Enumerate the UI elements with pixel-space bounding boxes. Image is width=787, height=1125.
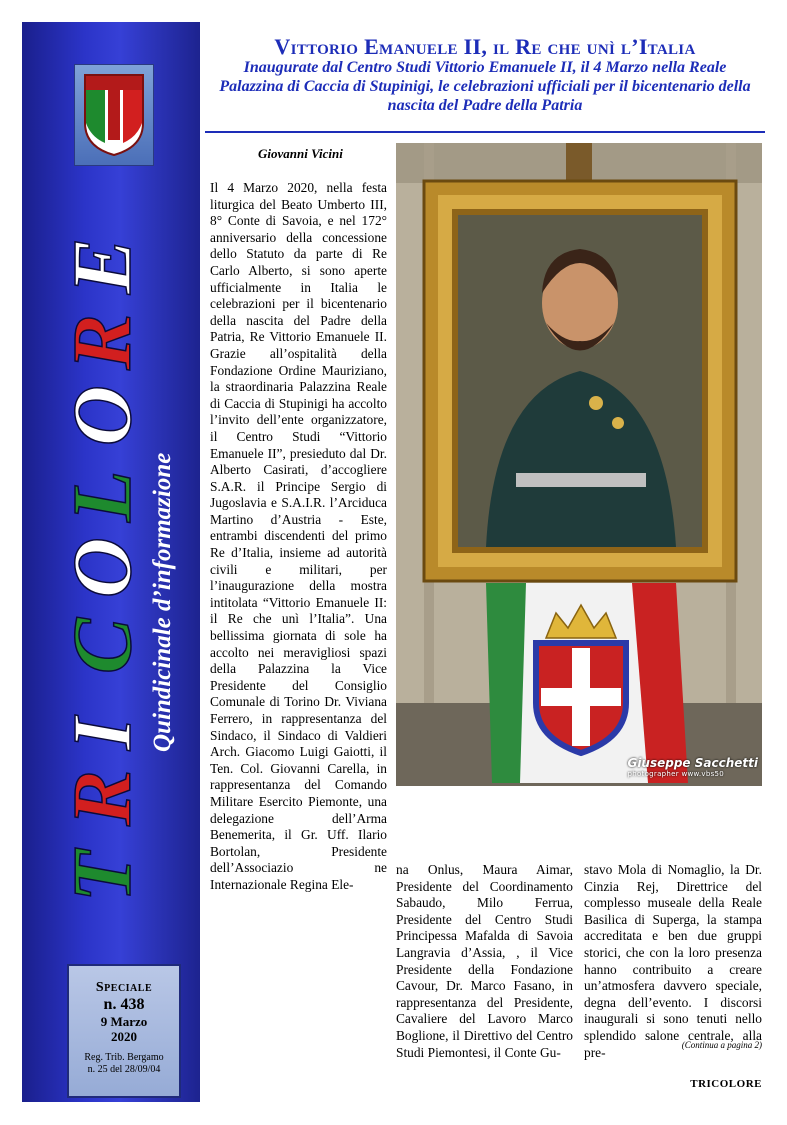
article-column-1: Il 4 Marzo 2020, nella festa liturgica del Beato Umberto III, 8° Conte di Savoia, e nel 172° anniversario della concessione dello Statuto da parte di Re Carlo Alberto, si sono aperte ufficialmente in Italia le celebrazioni per il bicentenario della nascita del Padre della Patria, Re Vittorio Emanuele II. Grazie all’ospitalità della Fondazione Ordine Mauriziano, la straordinaria Palazzina Reale di Caccia di Stupinigi ha accolto l’invito dell’ente organizzatore, il Centro Studi “Vittorio Emanuele II”, presieduto dal Dr. Alberto Casirati, d’accogliere S.A.R. il Principe Sergio di Jugoslavia e S.A.I.R. l’Arciduca Martino d’Austria - Este, entrambi discendenti del primo Re d’Italia, insieme ad autorità civili e militari, per l’inaugurazione della mostra intitolata “Vittorio Emanuele II: il Re che unì l’Italia”. Una bellissima giornata di sole ha accolto nei meravigliosi spazi della Palazzina la Vice Presidente del Consiglio Comunale di Torino Dr. Viviana Ferrero, in rappresentanza del Sindaco, il Sindaco di Valdieri Arch. Giacomo Luigi Gaiotti, il Ten. Col. Giovanni Carella, in rappresentanza del Comando Militare Esercito Piemonte, una delegazione dell’Arma Benemerita, il Gr. Uff. Ilario Bortolan, Presidente dell’Associazio ne Internazionale Regina Ele- [210, 180, 387, 892]
masthead-letter-2: R [56, 769, 149, 826]
header-rule [205, 131, 765, 133]
masthead-letter-9: E [56, 237, 149, 294]
masthead-letter-1: T [56, 850, 149, 902]
masthead-letter-4: C [56, 617, 149, 674]
issue-info-box [67, 964, 181, 1098]
issue-number: n. 438 [103, 996, 145, 1013]
masthead-letter-8: R [56, 313, 149, 370]
tagline-text: Quindicinale d’informazione [149, 452, 176, 752]
masthead-sidebar [22, 22, 200, 1102]
portrait-photo [396, 143, 762, 786]
issue-date-day: 9 Marzo [100, 1014, 148, 1029]
issue-date-year: 2020 [111, 1029, 137, 1044]
masthead-tagline [130, 402, 190, 762]
registration-line-2: n. 25 del 28/09/04 [87, 1064, 161, 1075]
tricolor-shield-logo [81, 71, 147, 157]
masthead-letter-7: O [56, 385, 149, 446]
continued-note: (Continua a pagina 2) [681, 1040, 762, 1050]
author-byline: Giovanni Vicini [258, 146, 343, 161]
masthead-letter-6: L [56, 470, 149, 522]
photo-credit [627, 756, 758, 778]
photo-credit-sub: photographer www.vbs50 [627, 770, 725, 778]
headline: Vittorio Emanuele II, il Re che unì l’Italia [274, 34, 696, 59]
article-column-2: na Onlus, Maura Aimar, Presidente del Coordinamento Sabaudo, Milo Ferrua, Presidente del Centro Studi Principessa Mafalda di Savoia Langravia d’Assia, , il Vice Presidente della Fondazione Cavour, Dr. Marco Fasano, in rappresentanza del Presidente, Cavaliere del Lavoro Marco Boglione, il Direttivo del Centro Studi Piemontesi, il Conte Gu- [396, 862, 573, 1060]
footer-label: TRICOLORE [690, 1078, 762, 1090]
issue-label: Speciale [95, 980, 153, 995]
subheadline: Inaugurate dal Centro Studi Vittorio Emanuele II, il 4 Marzo nella Reale Palazzina di Caccia di Stupinigi, le celebrazioni ufficiali per il bicentenario della nascita del Padre della Patria [219, 59, 751, 114]
masthead-letter-5: O [56, 537, 149, 598]
photo-credit-name: Giuseppe Sacchetti [627, 756, 758, 770]
masthead-letter-3: I [56, 717, 149, 750]
article-column-3: stavo Mola di Nomaglio, la Dr. Cinzia Rej, Direttrice del complesso museale della Reale Basilica di Superga, la stampa accreditata e ben due gruppi storici, che con la loro presenza hanno contribuito a creare un’atmosfera davvero speciale, degna dell’evento. I discorsi inaugurali si sono tenuti nello splendido salone centrale, alla pre- [584, 862, 762, 1060]
registration-line-1: Reg. Trib. Bergamo [84, 1052, 164, 1063]
logo-frame [74, 64, 154, 166]
